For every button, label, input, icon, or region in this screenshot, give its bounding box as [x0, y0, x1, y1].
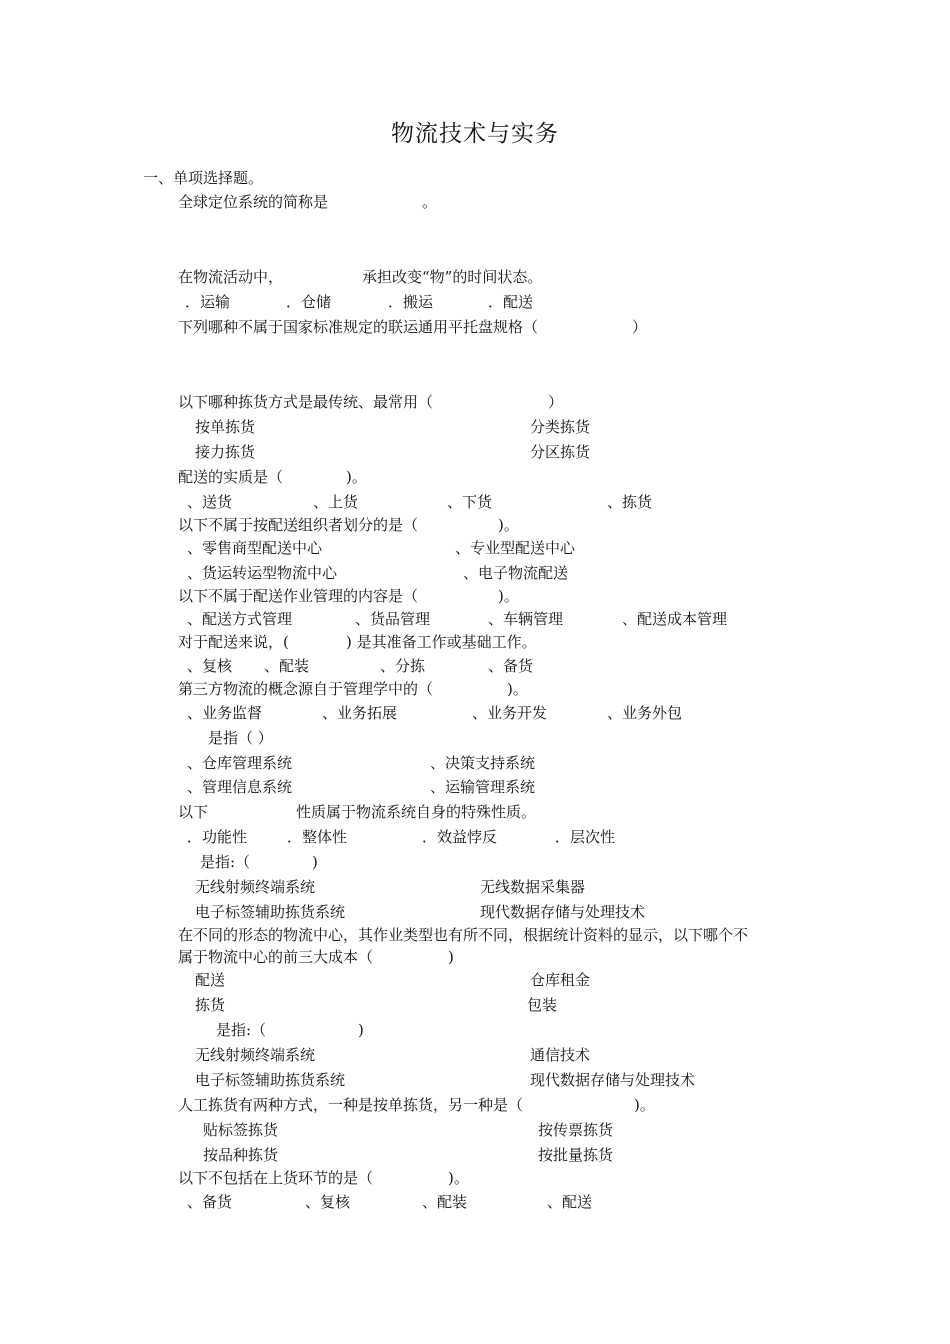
- q12-text-1: 是指:（: [200, 853, 251, 871]
- q15-options-1-text-1: 贴标签拣货: [203, 1121, 279, 1139]
- q12-options-1-text-1: 无线射频终端系统: [195, 878, 316, 896]
- q7-text-1: 以下不属于配送作业管理的内容是（: [178, 587, 419, 605]
- q5-options-text-4: 、拣货: [607, 493, 653, 511]
- q9-text-1: 第三方物流的概念源自于管理学中的（: [178, 680, 434, 698]
- q14-options-2-text-2: 现代数据存储与处理技术: [530, 1071, 696, 1089]
- q8-options-text-4: 、备货: [488, 657, 534, 675]
- q11-options-text-4: ．层次性: [555, 828, 616, 846]
- q15-options-1-text-2: 按传票拣货: [538, 1121, 614, 1139]
- q3-text-1: 下列哪种不属于国家标准规定的联运通用平托盘规格（: [178, 318, 539, 336]
- q13-options-2-text-1: 拣货: [195, 996, 226, 1014]
- q2-options-text-2: ．仓储: [286, 293, 332, 311]
- q5-options-text-2: 、上货: [313, 493, 359, 511]
- q15-options-2-text-2: 按批量拣货: [538, 1146, 614, 1164]
- q10-options-1-text-1: 、仓库管理系统: [187, 754, 293, 772]
- q1-text-1: 全球定位系统的简称是: [178, 193, 329, 211]
- q5-text-2: )。: [346, 468, 367, 486]
- q14-options-1-text-2: 通信技术: [530, 1046, 591, 1064]
- q2-options-text-1: ．运输: [185, 293, 231, 311]
- q14-options-1-text-1: 无线射频终端系统: [195, 1046, 316, 1064]
- q11-text-2: 性质属于物流系统自身的特殊性质。: [296, 803, 537, 821]
- q8-options-text-2: 、配装: [264, 657, 310, 675]
- q7-options-text-3: 、车辆管理: [488, 610, 564, 628]
- q8-text-2: ) 是其准备工作或基础工作。: [346, 633, 537, 651]
- q13-options-1-text-1: 配送: [195, 971, 226, 989]
- q6-text-1: 以下不属于按配送组织者划分的是（: [178, 516, 419, 534]
- q8-options-text-3: 、分拣: [380, 657, 426, 675]
- q14-options-2-text-1: 电子标签辅助拣货系统: [195, 1071, 346, 1089]
- q5-options-text-1: 、送货: [187, 493, 233, 511]
- q11-options-text-1: ．功能性: [187, 828, 248, 846]
- q9-options-text-3: 、业务开发: [472, 704, 548, 722]
- q13-line-2-text-2: ): [448, 948, 454, 966]
- q7-options-text-1: 、配送方式管理: [187, 610, 293, 628]
- q5-text-1: 配送的实质是（: [178, 468, 284, 486]
- q12-options-2-text-2: 现代数据存储与处理技术: [480, 903, 646, 921]
- q2-options-text-3: ．搬运: [388, 293, 434, 311]
- q4-options-1-text-1: 按单拣货: [195, 418, 256, 436]
- q16-options-text-1: 、备货: [187, 1193, 233, 1211]
- q6-options-1-text-1: 、零售商型配送中心: [187, 539, 323, 557]
- q10-options-2-text-2: 、运输管理系统: [430, 778, 536, 796]
- page-title: 物流技术与实务: [391, 121, 559, 147]
- q15-text-1: 人工拣货有两种方式，一种是按单拣货，另一种是（: [178, 1096, 524, 1114]
- q11-options-text-3: ．效益悖反: [422, 828, 498, 846]
- q4-options-2-text-2: 分区拣货: [530, 443, 591, 461]
- q13-line-1-text-1: 在不同的形态的物流中心，其作业类型也有所不同，根据统计资料的显示，以下哪个不: [178, 926, 749, 944]
- q2-options-text-4: ．配送: [488, 293, 534, 311]
- q3-text-2: ）: [632, 318, 648, 336]
- q13-line-2-text-1: 属于物流中心的前三大成本（: [178, 948, 374, 966]
- q15-options-2-text-1: 按品种拣货: [203, 1146, 279, 1164]
- q13-options-2-text-2: 包装: [527, 996, 558, 1014]
- q12-text-2: ): [312, 853, 318, 871]
- q14-text-2: ): [358, 1021, 364, 1039]
- q8-text-1: 对于配送来说，(: [178, 633, 289, 651]
- q2-text-1: 在物流活动中，: [178, 268, 284, 286]
- q1-text-2: 。: [422, 193, 438, 211]
- q4-text-1: 以下哪种拣货方式是最传统、最常用（: [178, 393, 434, 411]
- q6-options-1-text-2: 、专业型配送中心: [455, 539, 576, 557]
- q4-text-2: ）: [548, 393, 564, 411]
- q7-options-text-2: 、货品管理: [355, 610, 431, 628]
- q12-options-1-text-2: 无线数据采集器: [480, 878, 586, 896]
- q10-text-1: 是指（ ）: [208, 729, 273, 747]
- q13-options-1-text-2: 仓库租金: [530, 971, 591, 989]
- q11-text-1: 以下: [178, 803, 209, 821]
- q4-options-1-text-2: 分类拣货: [530, 418, 591, 436]
- q4-options-2-text-1: 接力拣货: [195, 443, 256, 461]
- q12-options-2-text-1: 电子标签辅助拣货系统: [195, 903, 346, 921]
- q10-options-2-text-1: 、管理信息系统: [187, 778, 293, 796]
- q9-text-2: )。: [507, 680, 528, 698]
- q16-text-1: 以下不包括在上货环节的是（: [178, 1169, 374, 1187]
- q5-options-text-3: 、下货: [447, 493, 493, 511]
- q8-options-text-1: 、复核: [187, 657, 233, 675]
- q15-text-2: )。: [634, 1096, 655, 1114]
- q9-options-text-2: 、业务拓展: [322, 704, 398, 722]
- q7-text-2: )。: [498, 587, 519, 605]
- section-heading: 一、单项选择题。: [143, 169, 264, 187]
- q6-options-2-text-1: 、货运转运型物流中心: [187, 564, 338, 582]
- q16-options-text-3: 、配装: [422, 1193, 468, 1211]
- q10-options-1-text-2: 、决策支持系统: [430, 754, 536, 772]
- q2-text-2: 承担改变“物”的时间状态。: [362, 268, 543, 286]
- q14-text-1: 是指:（: [216, 1021, 267, 1039]
- q9-options-text-4: 、业务外包: [607, 704, 683, 722]
- q16-text-2: )。: [448, 1169, 469, 1187]
- q11-options-text-2: ．整体性: [287, 828, 348, 846]
- q6-text-2: )。: [498, 516, 519, 534]
- q9-options-text-1: 、业务监督: [187, 704, 263, 722]
- q16-options-text-2: 、复核: [305, 1193, 351, 1211]
- q16-options-text-4: 、配送: [547, 1193, 593, 1211]
- q7-options-text-4: 、配送成本管理: [622, 610, 728, 628]
- q6-options-2-text-2: 、电子物流配送: [463, 564, 569, 582]
